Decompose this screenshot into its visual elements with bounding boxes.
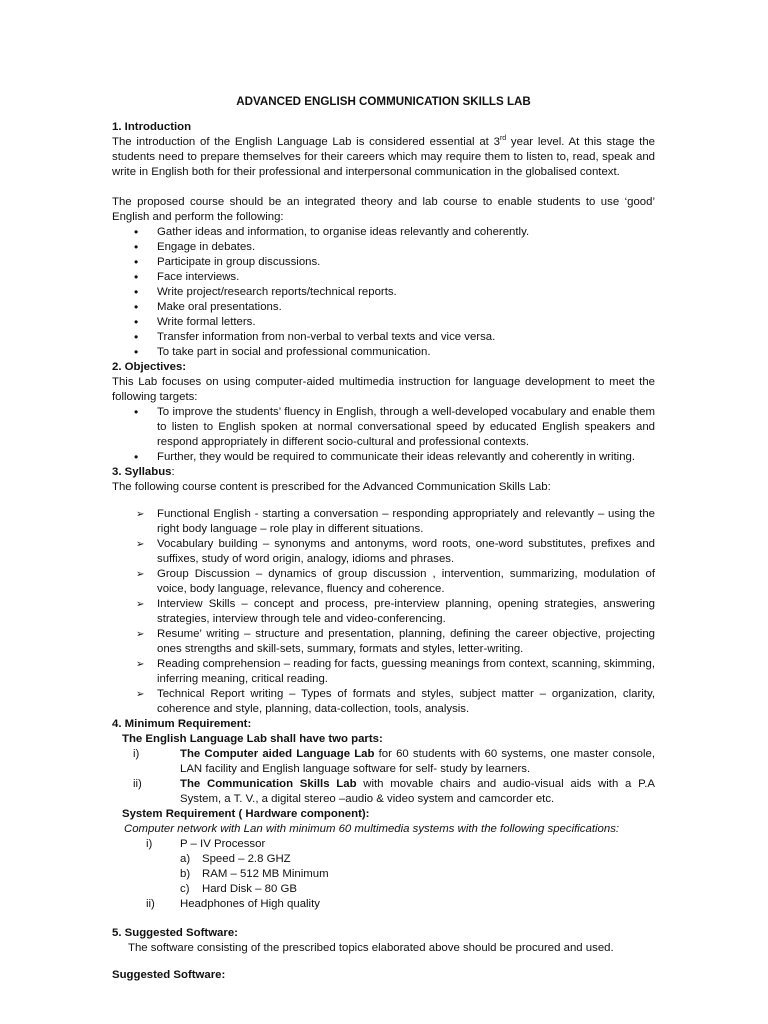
list-item: • Write formal letters. xyxy=(134,315,256,329)
requirement-heading: 4. Minimum Requirement: xyxy=(112,718,252,730)
spec-item: a) Speed – 2.8 GHZ xyxy=(180,853,291,865)
software-heading: 5. Suggested Software: xyxy=(112,927,238,939)
hardware-item-headphones: ii) Headphones of High quality xyxy=(146,898,320,910)
system-requirement-note: Computer network with Lan with minimum 60 multimedia systems with the following specifications: xyxy=(124,823,620,835)
requirement-part-1: i) The Computer aided Language Lab for 60 students with 60 systems, one master console, LAN facility and English language software for self- study by learners. xyxy=(133,748,655,775)
intro-paragraph-1: The introduction of the English Language Lab is considered essential at 3rd year level. At this stage the students need to prepare themselves for their careers which may require them to listen to, read, speak and write in English both for their professional and interpersonal communication in the globalised context. xyxy=(112,135,656,178)
arrow-bullet-icon: ➢ xyxy=(136,629,145,640)
list-item: ➢ Functional English - starting a conversation – responding appropriately and relevantly – using the right body language – role play in different situations. xyxy=(136,508,655,535)
spec-item: c) Hard Disk – 80 GB xyxy=(180,883,297,895)
bullet-icon: • xyxy=(134,300,139,314)
system-requirement-heading: System Requirement ( Hardware component): xyxy=(122,808,370,820)
bullet-icon: • xyxy=(134,285,139,299)
bullet-icon: • xyxy=(134,240,139,254)
bullet-icon: • xyxy=(134,255,139,269)
spec-item: b) RAM – 512 MB Minimum xyxy=(180,868,329,880)
intro-heading: 1. Introduction xyxy=(112,121,192,133)
list-item: ➢ Technical Report writing – Types of formats and styles, subject matter – organization, clarity, coherence and style, planning, data-collection, tools, analysis. xyxy=(136,688,655,715)
bullet-icon: • xyxy=(134,405,139,419)
arrow-bullet-icon: ➢ xyxy=(136,659,145,670)
syllabus-list xyxy=(112,507,655,717)
list-item: • To take part in social and professional communication. xyxy=(134,345,431,359)
intro-bullet-list xyxy=(112,225,655,360)
document-page xyxy=(112,94,655,983)
syllabus-paragraph: The following course content is prescribed for the Advanced Communication Skills Lab: xyxy=(112,481,551,493)
list-item: ➢ Reading comprehension – reading for facts, guessing meanings from context, scanning, skimming, inferring meaning, critical reading. xyxy=(136,658,655,685)
bullet-icon: • xyxy=(134,345,139,359)
bullet-icon: • xyxy=(134,330,139,344)
hardware-item-processor: i) P – IV Processor xyxy=(146,838,266,850)
list-item: • Gather ideas and information, to organise ideas relevantly and coherently. xyxy=(134,225,530,239)
list-item: • Further, they would be required to communicate their ideas relevantly and coherently in writing. xyxy=(134,450,636,464)
bullet-icon: • xyxy=(134,225,139,239)
arrow-bullet-icon: ➢ xyxy=(136,599,145,610)
list-item: ➢ Interview Skills – concept and process, pre-interview planning, opening strategies, answering strategies, interview through tele and video-conferencing. xyxy=(136,598,655,625)
requirement-part-2: ii) The Communication Skills Lab with movable chairs and audio-visual aids with a P.A System, a T. V., a digital stereo –audio & video system and camcorder etc. xyxy=(133,778,655,805)
list-item: ➢ Group Discussion – dynamics of group discussion , intervention, summarizing, modulation of voice, body language, relevance, fluency and coherence. xyxy=(136,568,655,595)
intro-paragraph-2: The proposed course should be an integrated theory and lab course to enable students to use ‘good’ English and perform the following: xyxy=(112,196,655,223)
list-item: ➢ Vocabulary building – synonyms and antonyms, word roots, one-word substitutes, prefixes and suffixes, study of word origin, analogy, idioms and phrases. xyxy=(136,538,655,565)
syllabus-heading: 3. Syllabus: xyxy=(112,466,175,478)
list-item: • Face interviews. xyxy=(134,270,240,284)
arrow-bullet-icon: ➢ xyxy=(136,689,145,700)
list-item: • Transfer information from non-verbal to verbal texts and vice versa. xyxy=(134,330,496,344)
objectives-bullet-list xyxy=(112,405,655,465)
list-item: • Write project/research reports/technical reports. xyxy=(134,285,397,299)
software-paragraph: The software consisting of the prescribed topics elaborated above should be procured and used. xyxy=(128,942,614,954)
requirement-subheading: The English Language Lab shall have two parts: xyxy=(122,733,383,745)
objectives-paragraph: This Lab focuses on using computer-aided multimedia instruction for language development to meet the following targets: xyxy=(112,376,655,403)
software-heading-2: Suggested Software: xyxy=(112,969,226,981)
document-title: ADVANCED ENGLISH COMMUNICATION SKILLS LAB xyxy=(236,95,531,108)
objectives-heading: 2. Objectives: xyxy=(112,361,187,373)
arrow-bullet-icon: ➢ xyxy=(136,569,145,580)
list-item: • To improve the students’ fluency in English, through a well-developed vocabulary and enable them to listen to English spoken at normal conversational speed by educated English speakers and respond appropriately in different socio-cultural and professional contexts. xyxy=(134,405,655,448)
bullet-icon: • xyxy=(134,315,139,329)
bullet-icon: • xyxy=(134,450,139,464)
list-item: • Make oral presentations. xyxy=(134,300,282,314)
list-item: • Participate in group discussions. xyxy=(134,255,321,269)
bullet-icon: • xyxy=(134,270,139,284)
list-item: ➢ Resume’ writing – structure and presentation, planning, defining the career objective, projecting ones strengths and skill-sets, summary, formats and styles, letter-writing. xyxy=(136,628,655,655)
arrow-bullet-icon: ➢ xyxy=(136,509,145,520)
arrow-bullet-icon: ➢ xyxy=(136,539,145,550)
list-item: • Engage in debates. xyxy=(134,240,256,254)
